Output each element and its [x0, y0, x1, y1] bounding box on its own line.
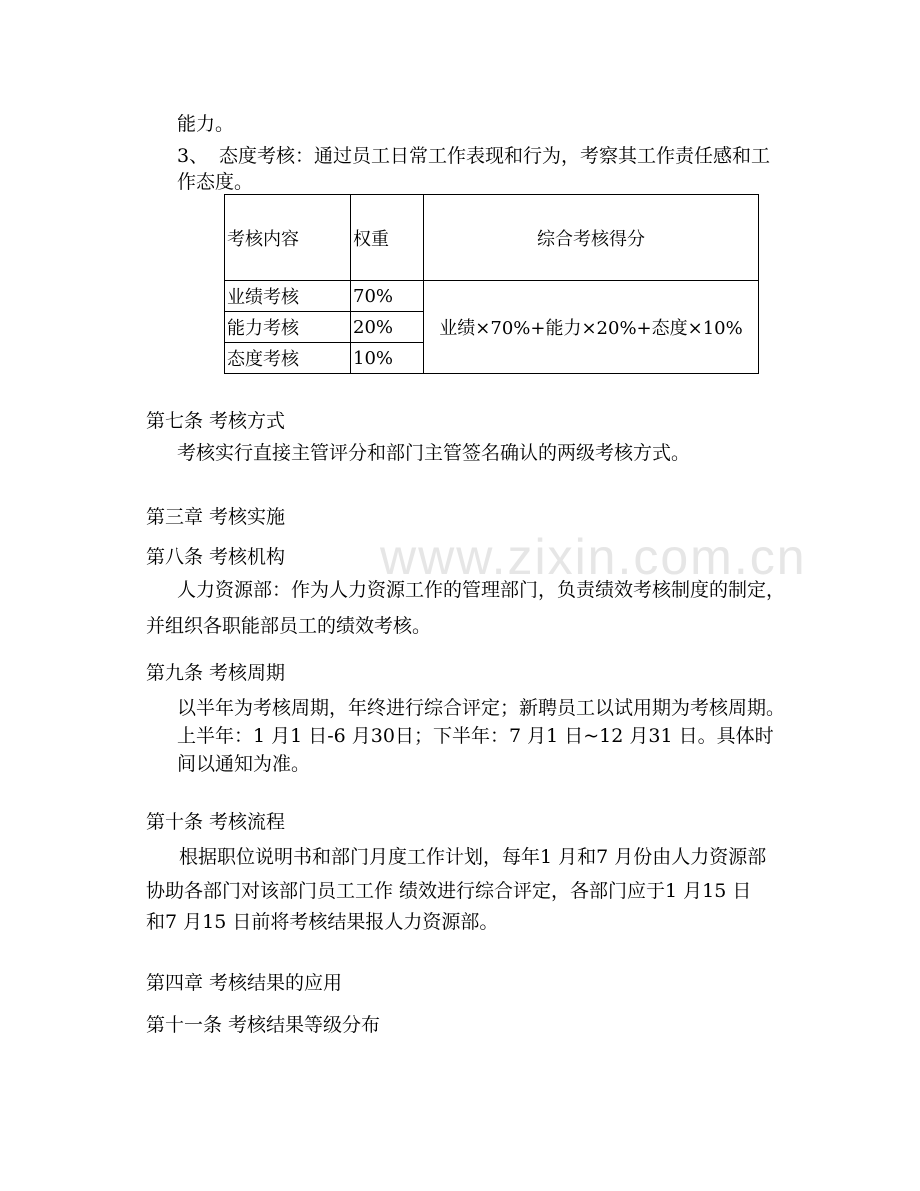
header-cell: 综合考核得分: [424, 195, 759, 281]
intro-line: 能力。: [177, 113, 235, 135]
item-text: 态度考核：通过员工日常工作表现和行为，考察其工作责任感和工: [219, 145, 771, 167]
header-cell: 考核内容: [225, 195, 351, 281]
article-10-line: 和7 月15 日前将考核结果报人力资源部。: [146, 911, 499, 933]
table-cell-item: 态度考核: [225, 343, 351, 374]
chapter-4-title: 第四章 考核结果的应用: [146, 972, 343, 994]
article-10-line: 根据职位说明书和部门月度工作计划，每年1 月和7 月份由人力资源部: [179, 846, 767, 868]
article-7-title: 第七条 考核方式: [146, 410, 286, 432]
chapter-3-title: 第三章 考核实施: [146, 506, 286, 528]
table-cell-item: 能力考核: [225, 312, 351, 343]
watermark: www.zixin.com.cn: [380, 529, 807, 585]
item-3-line: [177, 144, 770, 168]
table-header-row: [225, 195, 759, 281]
article-10-line: 协助各部门对该部门员工工作 绩效进行综合评定，各部门应于1 月15 日: [146, 880, 752, 902]
weight-table: [224, 194, 759, 374]
article-8-line: 人力资源部：作为人力资源工作的管理部门，负责绩效考核制度的制定，: [177, 579, 786, 601]
article-8-line: 并组织各职能部员工的绩效考核。: [146, 615, 432, 637]
table-cell-formula: 业绩×70%+能力×20%+态度×10%: [424, 281, 759, 374]
article-8-title: 第八条 考核机构: [146, 546, 286, 568]
table-row: [225, 281, 759, 312]
item-3-continuation: 作态度。: [177, 171, 254, 193]
item-number: 3、: [177, 145, 209, 167]
table-cell-weight: 10%: [351, 343, 424, 374]
article-11-title: 第十一条 考核结果等级分布: [146, 1014, 381, 1036]
table-cell-item: 业绩考核: [225, 281, 351, 312]
table-cell-weight: 70%: [351, 281, 424, 312]
article-9-line: 以半年为考核周期，年终进行综合评定；新聘员工以试用期为考核周期。: [177, 697, 786, 719]
article-9-line: 间以通知为准。: [177, 753, 311, 775]
table-cell-weight: 20%: [351, 312, 424, 343]
article-9-line: 上半年：1 月1 日-6 月30日；下半年：7 月1 日~12 月31 日。具体时: [177, 725, 774, 747]
header-cell: 权重: [351, 195, 424, 281]
article-9-title: 第九条 考核周期: [146, 662, 286, 684]
article-7-body: 考核实行直接主管评分和部门主管签名确认的两级考核方式。: [177, 442, 691, 464]
article-10-title: 第十条 考核流程: [146, 811, 286, 833]
